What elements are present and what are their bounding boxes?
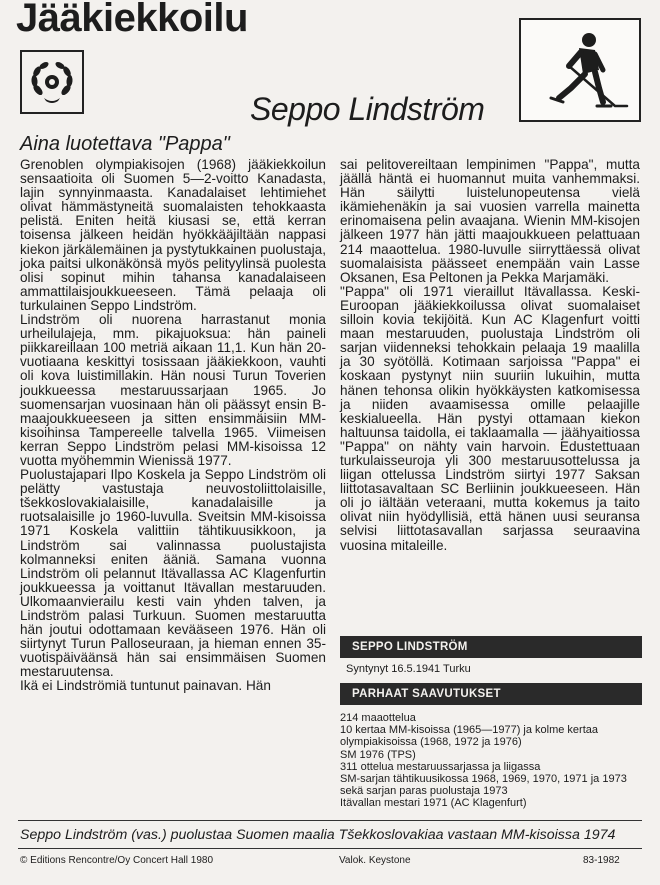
publisher-credit: © Editions Rencontre/Oy Concert Hall 1980	[20, 855, 214, 866]
article-paragraph: sai pelitovereiltaan lempinimen "Pappa", mutta jäällä häntä ei huomannut muita vanhemmaksi. Hän säilytti luistelunopeutensa vielä ikämiehenäkin ja sai vuosien varrella mainetta erinomaisena pelin avaajana. Wienin MM-kisojen jälkeen 1977 hän jätti maajoukkueen pelattuaan 214 maaottelua. 1980-luvulle siirryttäessä olivat suomalaisista päässeet enempään vain Lasse Oksanen, Esa Peltonen ja Pekka Marjamäki.	[340, 157, 640, 285]
achievement-item: 10 kertaa MM-kisoissa (1965—1977) ja kolme kertaa olympiakisoissa (1968, 1972 ja 1976)	[340, 724, 599, 749]
article-column-2	[340, 158, 640, 553]
olympic-laurel-wreath-icon	[20, 50, 84, 114]
article-paragraph: Ikä ei Lindströmiä tuntunut painavan. Hän	[20, 678, 271, 694]
caption-rule-bottom	[18, 848, 642, 849]
achievement-item: SM 1976 (TPS)	[340, 748, 416, 761]
player-name: Seppo Lindström	[250, 91, 485, 127]
article-paragraph: "Pappa" oli 1971 vieraillut Itävallassa. Keski-Euroopan jääkiekkoilussa olivat suomalaiset silloin kovia tekijöitä. Kun AC Klagenfurt voitti maan mestaruuden, puolustaja Lindström oli sarjan viidenneksi tehokkain pelaaja 19 maalilla ja 30 syötöllä. Kotimaan sarjoissa "Pappa" ei koskaan pystynyt niin suuriin lukuihin, mutta hänen tehonsa olikin hyökkäysten katkomisessa ja niiden avaamisessa omille pelaajille keskialueella. Hän pystyi ottamaan kiekon haltuunsa taidolla, ei taklaamalla — jäähyaitiossa "Pappa" on nähty vain harvoin. Edustettuaan turkulaisseuroja yli 300 mestaruusottelussa ja liigan ottelussa Lindström siirtyi 1977 Saksan liittotasavaltaan SC Berliinin joukkueeseen. Hän oli jo iältään veteraani, mutta kokemus ja taito olivat niin hyödyllisiä, että hänen uusi seuransa selvisi liittotasavallan sarjassa seuraavina vuosina mitaleille.	[340, 283, 640, 553]
achievement-item: 214 maaottelua	[340, 712, 416, 724]
photo-caption: Seppo Lindström (vas.) puolustaa Suomen maalia Tšekkoslovakiaa vastaan MM-kisoissa 1974	[20, 827, 616, 843]
achievements-bar: PARHAAT SAAVUTUKSET	[340, 683, 642, 705]
article-paragraph: Puolustajapari Ilpo Koskela ja Seppo Lindström oli pelätty vastustaja neuvostoliittolaisille, tšekkoslovakialaisille, kanadalaisille ja ruotsalaisille jo 1960-luvulla. Sveitsin MM-kisoissa 1971 Koskela valittiin tähtikuusikkoon, ja Lindström sai valinnassa puolustajista kolmanneksi eniten ääniä. Samana vuonna Lindström oli pelannut Itävallassa AC Klagenfurtin joukkueessa ja voittanut Itävallan mestaruuden. Ulkomaanvierailu kesti vain yhden talven, ja Lindström palasi Turkuun. Suomen mestaruutta hän joutui odottamaan kevääseen 1976. Hän oli siirtynyt Turun Palloseuraan, ja hieman ennen 35-vuotispäiväänsä hän sai ensimmäisen Suomen mestaruutensa.	[20, 467, 326, 680]
article-subtitle: Aina luotettava "Pappa"	[20, 133, 230, 155]
article-column-1	[20, 158, 326, 694]
article-paragraph: Lindström oli nuorena harrastanut monia urheilulajeja, mm. pikajuoksua: hän paineli piikkareillaan 100 metriä aikaan 11,1. Kun hän 20-vuotiaana keskittyi tosissaan jääkiekkoon, vauhti oli kova luistimillakin. Hän nousi Turun Toverien joukkueessa mestaruussarjaan 1965. Jo suomensarjan vuosinaan hän oli päässyt ensin B-maajoukkueeseen ja sitten ensimmäisiin MM-kisoihinsa Tampereelle talvella 1965. Viimeisen kerran Seppo Lindström pelasi MM-kisoissa 12 vuotta myöhemmin Wienissä 1977.	[20, 312, 326, 468]
achievement-item: 311 ottelua mestaruussarjassa ja liigassa	[340, 760, 541, 773]
sport-title: Jääkiekkoilu	[16, 0, 248, 40]
achievement-item: SM-sarjan tähtikuusikossa 1968, 1969, 1970, 1971 ja 1973 sekä sarjan paras puolustaja 1973	[340, 773, 627, 798]
achievement-item: Itävallan mestari 1971 (AC Klagenfurt)	[340, 797, 527, 810]
article-paragraph: Grenoblen olympiakisojen (1968) jääkiekkoilun sensaatioita oli Suomen 5—2-voitto Kanadasta, lajin synnyinmaasta. Kanadalaiset lehtimiehet olivat hämmästyneitä suomalaisten tehokkaasta pelistä. Eniten heitä kiusasi se, että kerran toisensa jälkeen heidän hyökkääjiltään nappasi kiekon järkälemäinen ja pystytukkainen puolustaja, joka paitsi ulkonäkönsä myös pelityylinsä puolesta olisi sopinut mihin tahansa kanadalaiseen ammattilaisjoukkueeseen. Tämä pelaaja oli turkulainen Seppo Lindström.	[20, 157, 326, 313]
player-name-bar: SEPPO LINDSTRÖM	[340, 636, 642, 658]
birth-info: Syntynyt 16.5.1941 Turku	[346, 663, 471, 675]
card-code: 83-1982	[583, 855, 620, 866]
achievements-list	[340, 712, 640, 810]
caption-rule-top	[18, 820, 642, 821]
photo-credit: Valok. Keystone	[339, 855, 411, 866]
ice-hockey-player-icon	[519, 18, 641, 122]
